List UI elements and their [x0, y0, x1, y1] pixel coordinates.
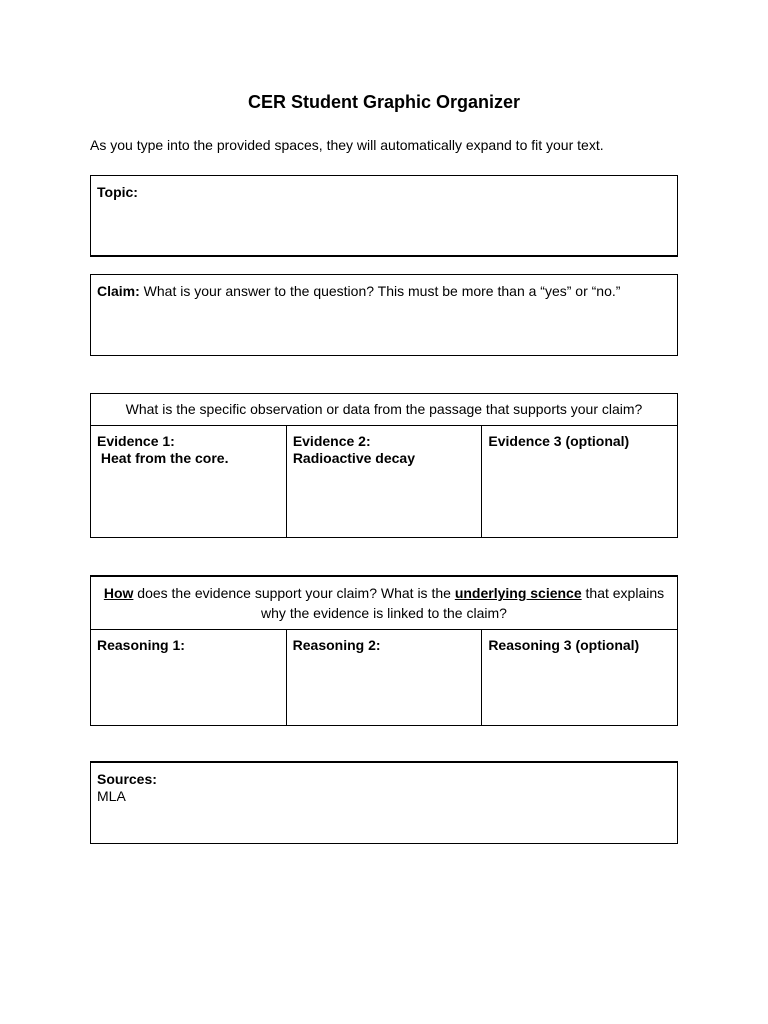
- page-title: CER Student Graphic Organizer: [247, 92, 521, 112]
- topic-label: Topic:: [97, 184, 138, 200]
- reasoning-cell-3[interactable]: [482, 630, 678, 726]
- evidence-2-label: Evidence 2:: [292, 433, 371, 449]
- evidence-cell-3[interactable]: [482, 426, 678, 538]
- evidence-3-label: Evidence 3 (optional): [488, 433, 630, 449]
- reasoning-cell-2[interactable]: [286, 630, 482, 726]
- evidence-table: [90, 393, 678, 538]
- claim-box[interactable]: [90, 274, 678, 356]
- claim-prompt: What is your answer to the question? This must be more than a “yes” or “no.”: [139, 283, 621, 299]
- sources-value: MLA: [97, 788, 126, 804]
- evidence-header: What is the specific observation or data from the passage that supports your claim?: [91, 394, 678, 426]
- reasoning-cell-1[interactable]: [91, 630, 287, 726]
- reasoning-table: [90, 575, 678, 726]
- evidence-cell-2[interactable]: [286, 426, 482, 538]
- reasoning-2-label: Reasoning 2:: [292, 637, 381, 653]
- reasoning-header-underlying-science: underlying science: [454, 585, 582, 601]
- sources-box[interactable]: [90, 761, 678, 844]
- topic-box[interactable]: [90, 175, 678, 257]
- reasoning-header-how: How: [103, 585, 134, 601]
- evidence-1-value: Heat from the core.: [97, 450, 229, 466]
- reasoning-1-label: Reasoning 1:: [97, 637, 185, 653]
- evidence-cell-1[interactable]: [91, 426, 287, 538]
- intro-text: As you type into the provided spaces, they will automatically expand to fit your text.: [90, 137, 604, 153]
- reasoning-header-text-2: that explains why the evidence is linked to the claim?: [261, 585, 665, 621]
- reasoning-3-label: Reasoning 3 (optional): [488, 637, 640, 653]
- reasoning-header-text-1: does the evidence support your claim? What is the: [133, 585, 455, 601]
- claim-label: Claim:: [97, 283, 140, 299]
- reasoning-header: [91, 576, 678, 630]
- evidence-2-value: Radioactive decay: [292, 450, 415, 466]
- sources-label: Sources:: [97, 771, 157, 787]
- evidence-1-label: Evidence 1:: [97, 433, 175, 449]
